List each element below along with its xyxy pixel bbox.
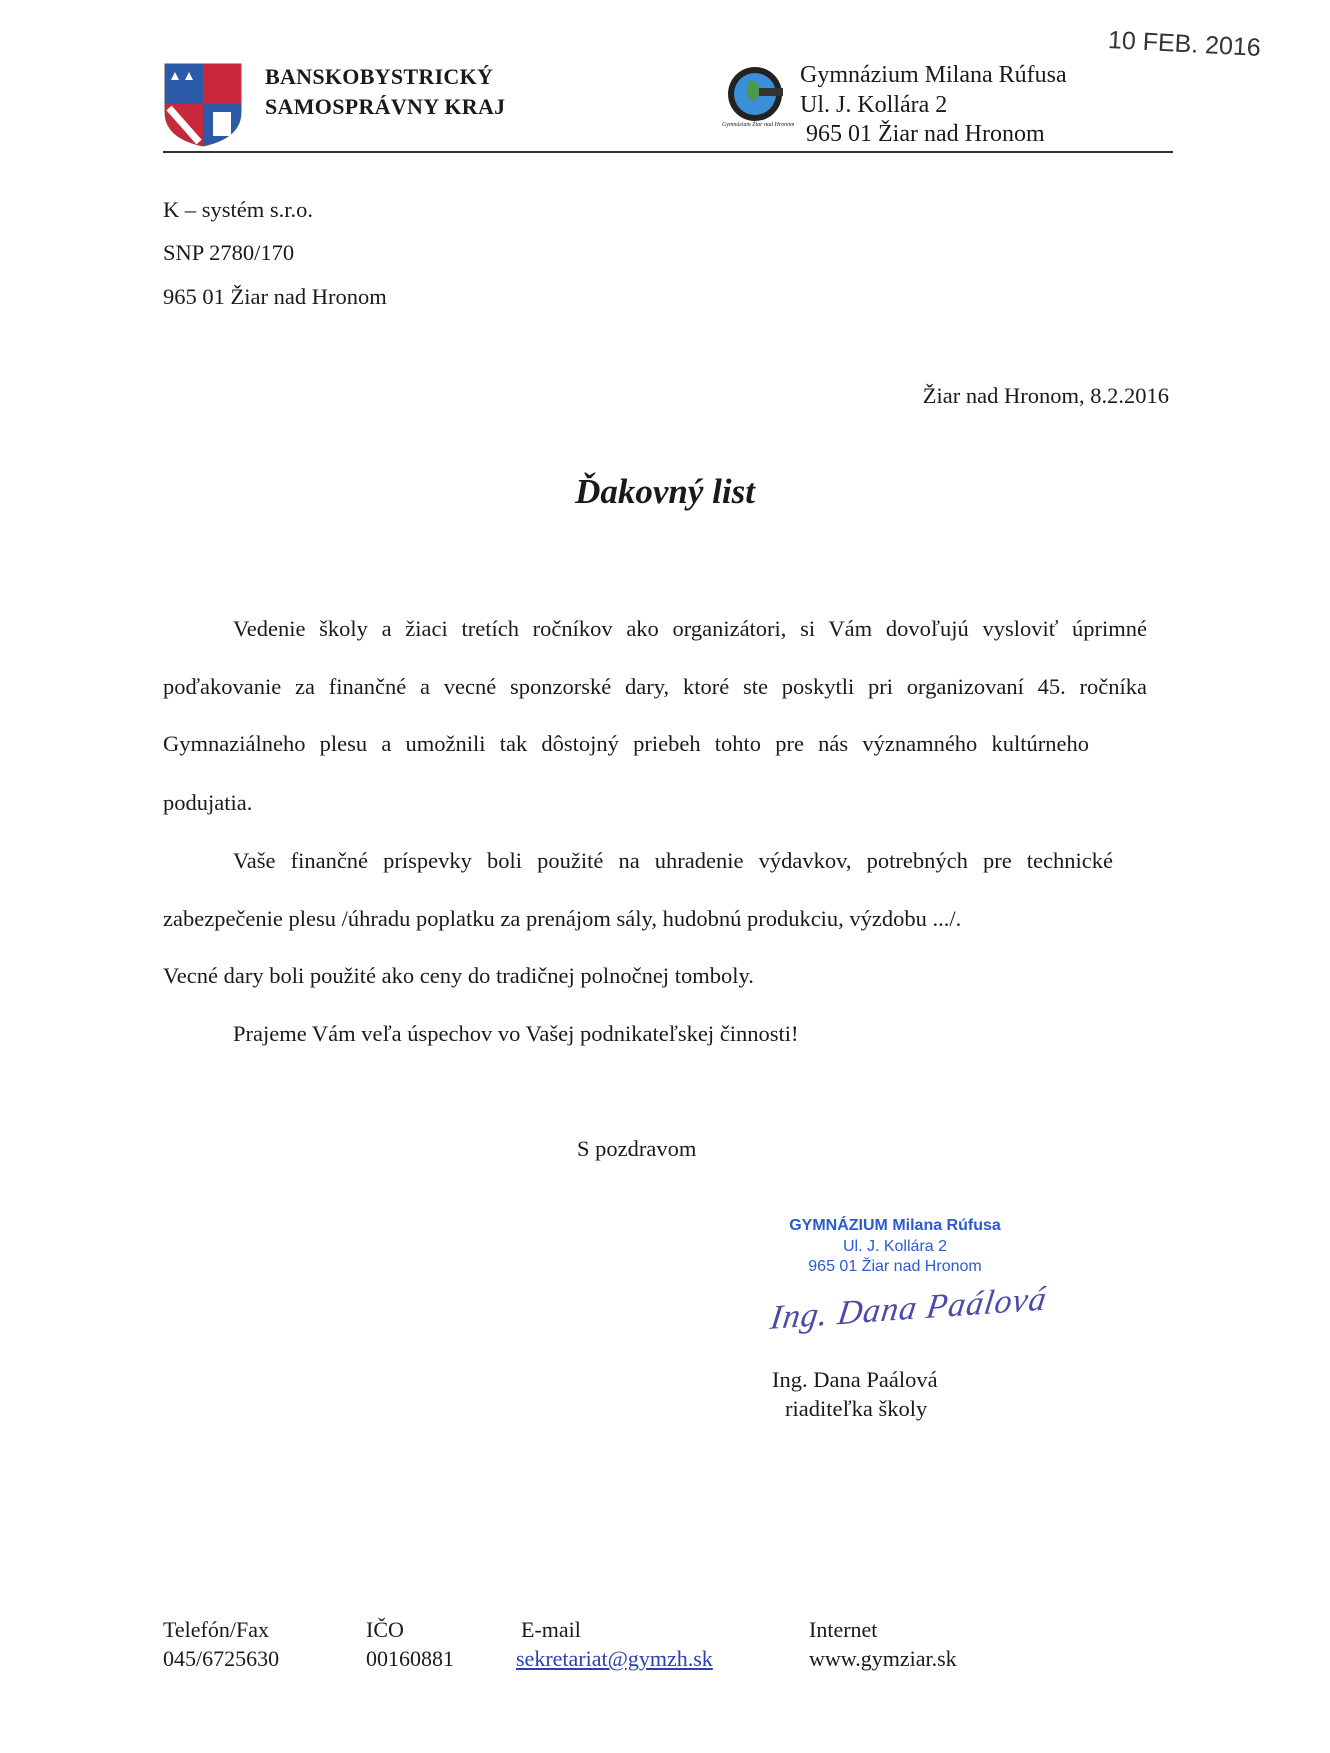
body-line: Vedenie školy a žiaci tretích ročníkov ako organizátori, si Vám dovoľujú vysloviť úprimné [233,616,1147,641]
footer-phone-value: 045/6725630 [163,1646,280,1671]
recipient-street: SNP 2780/170 [163,240,295,265]
recipient-city: 965 01 Žiar nad Hronom [163,284,387,309]
school-stamp-line3: 965 01 Žiar nad Hronom [808,1258,982,1275]
footer-phone-label: Telefón/Fax [163,1617,269,1642]
body-line: Prajeme Vám veľa úspechov vo Vašej podnikateľskej činnosti! [233,1021,799,1046]
footer-ico-label: IČO [366,1617,404,1642]
closing: S pozdravom [577,1136,697,1161]
body-line: podujatia. [163,790,253,815]
handwritten-signature: Ing. Dana Paálová [768,1280,1050,1337]
recipient-name: K – systém s.r.o. [163,197,314,222]
signatory-name: Ing. Dana Paálová [772,1367,938,1392]
signatory-title: riaditeľka školy [785,1396,928,1421]
school-city: 965 01 Žiar nad Hronom [806,121,1045,147]
header-divider [163,151,1173,153]
received-date-stamp: 10 FEB. 2016 [1107,26,1262,62]
place-date: Žiar nad Hronom, 8.2.2016 [922,383,1169,408]
body-line: Gymnaziálneho plesu a umožnili tak dôstojný priebeh tohto pre nás významného kultúrneho [163,731,1089,756]
region-name-line2: SAMOSPRÁVNY KRAJ [265,94,506,119]
school-stamp-line1: GYMNÁZIUM Milana Rúfusa [789,1217,1001,1234]
letter-title: Ďakovný list [575,472,755,511]
body-line: Vaše finančné príspevky boli použité na uhradenie výdavkov, potrebných pre technické [233,848,1113,873]
footer-ico-value: 00160881 [366,1646,454,1671]
region-crest-logo [163,62,243,148]
footer-internet-label: Internet [809,1617,878,1642]
footer-email-label: E-mail [521,1617,581,1642]
body-line: zabezpečenie plesu /úhradu poplatku za prenájom sály, hudobnú produkciu, výzdobu .../. [163,906,962,931]
body-line: Vecné dary boli použité ako ceny do tradičnej polnočnej tomboly. [163,963,754,988]
body-line: poďakovanie za finančné a vecné sponzorské dary, ktoré ste poskytli pri organizovaní 45. ročníka [163,674,1147,699]
school-street: Ul. J. Kollára 2 [800,92,948,118]
region-name-line1: BANSKOBYSTRICKÝ [265,64,494,89]
school-stamp-line2: Ul. J. Kollára 2 [842,1238,948,1255]
school-logo-caption: Gymnázium Žiar nad Hronom [722,122,795,128]
school-name: Gymnázium Milana Rúfusa [800,62,1067,88]
footer-internet-value: www.gymziar.sk [809,1646,957,1671]
footer-email-link[interactable]: sekretariat@gymzh.sk [516,1646,713,1671]
